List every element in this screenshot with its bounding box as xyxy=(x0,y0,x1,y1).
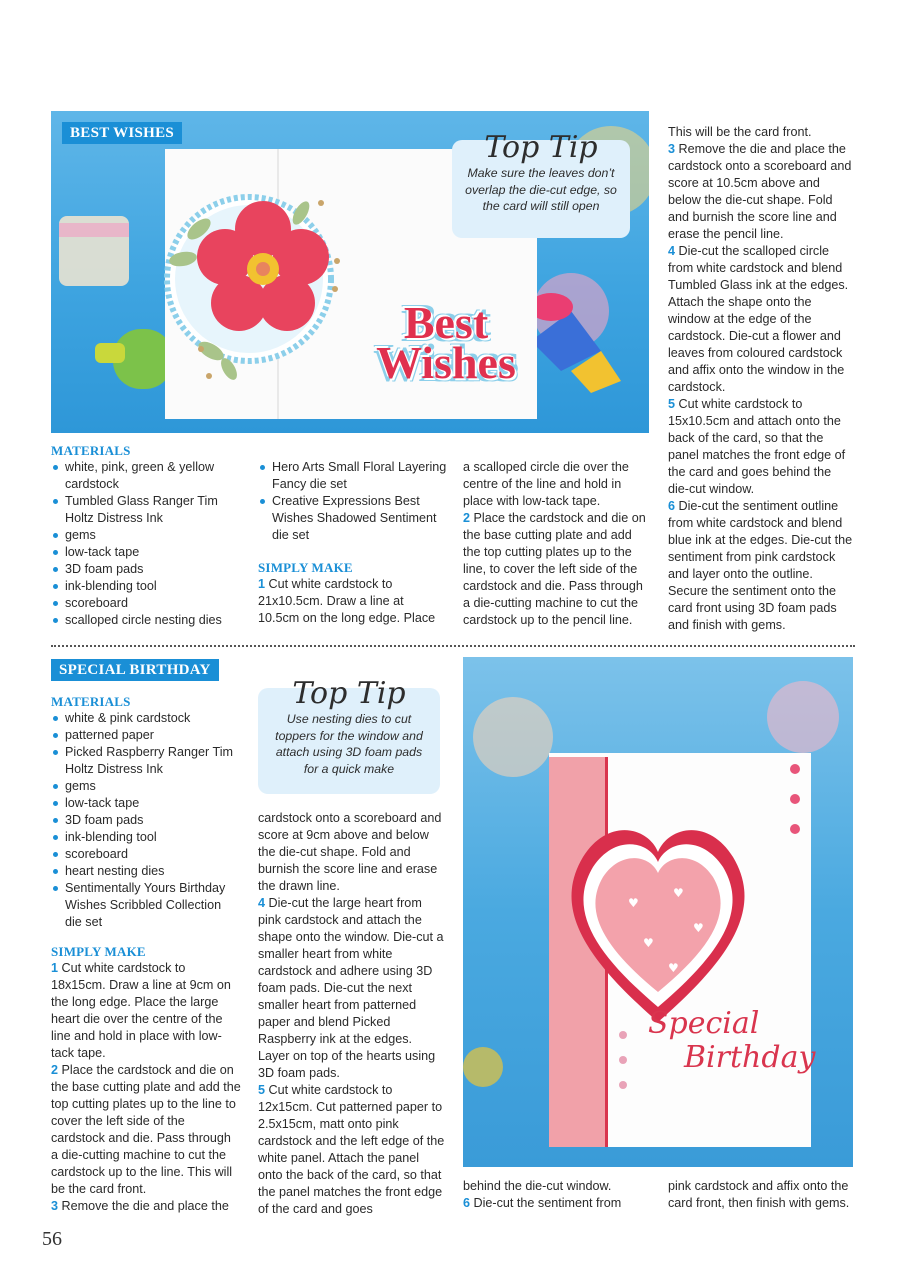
step-text: Remove the die and place the xyxy=(61,1199,229,1213)
list-item: low-tack tape xyxy=(51,544,241,561)
top-tip-title: Top Tip xyxy=(282,676,415,711)
step-2: 2 Place the cardstock and die on the base cutting plate and add the top cutting plates up to the line, to cover the left side of the cardstock and die. Pass through a die-cutting machine to cut the cardstock up to the pencil line. xyxy=(463,511,646,627)
list-item: scalloped circle nesting dies xyxy=(51,612,241,629)
sentiment-line-1: Best xyxy=(403,297,489,348)
sentiment-line-2: Birthday xyxy=(684,1040,816,1075)
section-banner-special-birthday: SPECIAL BIRTHDAY xyxy=(51,659,219,681)
step-text: Die-cut the sentiment outline from white cardstock and blend blue ink at the edges. Die-cut the sentiment from pink cardstock and layer onto the outline. Secure the sentiment onto the card front using 3D foam pads and finish with gems. xyxy=(668,499,853,632)
list-item: gems xyxy=(51,778,241,795)
page-number: 56 xyxy=(42,1228,62,1250)
s2-col1-steps xyxy=(51,960,241,1215)
top-tip-text: Make sure the leaves don’t overlap the die-cut edge, so the card will still open xyxy=(465,166,617,213)
materials-list-2 xyxy=(51,710,241,931)
step-3-tail: cardstock onto a scoreboard and score at 9cm above and below the die-cut shape. Fold and burnish the score line and erase the drawn line. xyxy=(258,811,442,893)
list-item: patterned paper xyxy=(51,727,241,744)
step-text: Cut white cardstock to 15x10.5cm and attach onto the back of the card, so that the panel matches the front edge of the card and goes behind the die-cut window. xyxy=(668,397,846,496)
step-text: Die-cut the large heart from pink cardstock and attach the shape onto the window. Die-cut a smaller heart from white cardstock and adhere using 3D foam pads. Die-cut the next smaller heart from patterned paper and blend Picked Raspberry ink at the edges. Layer on top of the hearts using 3D foam pads. xyxy=(258,896,444,1080)
step-1-tail: a scalloped circle die over the centre of the line and hold in place with low-tack tape. xyxy=(463,460,629,508)
materials-heading: MATERIALS xyxy=(51,443,131,458)
list-item: ink-blending tool xyxy=(51,578,241,595)
step-text: Die-cut the sentiment from xyxy=(473,1196,622,1210)
step-6-tail: pink cardstock and affix onto the card front, then finish with gems. xyxy=(668,1179,850,1210)
sentiment-line-2: Wishes xyxy=(376,337,516,388)
col3-steps xyxy=(463,459,651,629)
list-item: 3D foam pads xyxy=(51,561,241,578)
step-6: 6 Die-cut the sentiment outline from white cardstock and blend blue ink at the edges. Die-cut the sentiment from pink cardstock and layer onto the outline. Secure the sentiment onto the card front using 3D foam pads and finish with gems. xyxy=(668,499,853,632)
step-text: Cut white cardstock to 18x15cm. Draw a line at 9cm on the long edge. Place the large heart die over the centre of the line and hold in place with low-tack tape. xyxy=(51,961,231,1060)
step-text: Place the cardstock and die on the base cutting plate and add the top cutting plates up to the line, to cover the left side of the cardstock and die. Pass through a die-cutting machine to cut the cardstock up to the pencil line. xyxy=(463,511,646,627)
s2-col3-steps xyxy=(463,1178,653,1212)
col4-steps xyxy=(668,124,854,634)
list-item: Tumbled Glass Ranger Tim Holtz Distress Ink xyxy=(51,493,241,527)
special-birthday-photo xyxy=(463,657,853,1167)
step-4: 4 Die-cut the large heart from pink cardstock and attach the shape onto the window. Die-cut a smaller heart from white cardstock and adhere using 3D foam pads. Die-cut the next smaller heart from patterned paper and blend Picked Raspberry ink at the edges. Layer on top of the hearts using 3D foam pads. xyxy=(258,896,444,1080)
step-3: 3 Remove the die and place the cardstock onto a scoreboard and score at 10.5cm above and below the die-cut shape. Fold and burnish the score line and erase the pencil line. xyxy=(668,142,852,241)
top-tip-box-1 xyxy=(452,130,630,238)
materials-list-col1 xyxy=(51,459,241,629)
s2-col4-steps xyxy=(668,1178,854,1212)
materials-list-col2 xyxy=(258,459,448,544)
sentiment-line-1: Special xyxy=(648,1006,760,1041)
list-item: Sentimentally Yours Birthday Wishes Scribbled Collection die set xyxy=(51,880,241,931)
special-birthday-sentiment xyxy=(648,1007,818,1075)
s2-col2-steps xyxy=(258,810,446,1218)
list-item: white & pink cardstock xyxy=(51,710,241,727)
svg-text:♥: ♥ xyxy=(673,886,684,900)
best-wishes-sentiment xyxy=(351,297,541,388)
section-banner-best-wishes: BEST WISHES xyxy=(62,122,182,144)
svg-text:♥: ♥ xyxy=(628,896,639,910)
list-item: 3D foam pads xyxy=(51,812,241,829)
step-5: 5 Cut white cardstock to 15x10.5cm and attach onto the back of the card, so that the panel matches the front edge of the card and goes behind the die-cut window. xyxy=(668,397,846,496)
list-item: ink-blending tool xyxy=(51,829,241,846)
step-text: Die-cut the scalloped circle from white cardstock and blend Tumbled Glass ink at the edges. Attach the shape onto the window at the edge of the cardstock. Die-cut a flower and leaves from coloured cardstock and affix onto the window in the cardstock. xyxy=(668,244,849,394)
simply-make-heading: SIMPLY MAKE xyxy=(258,560,353,575)
step-text: Remove the die and place the cardstock onto a scoreboard and score at 10.5cm above and below the die-cut shape. Fold and burnish the score line and erase the pencil line. xyxy=(668,142,852,241)
list-item: scoreboard xyxy=(51,846,241,863)
svg-text:♥: ♥ xyxy=(643,936,654,950)
step-4: 4 Die-cut the scalloped circle from white cardstock and blend Tumbled Glass ink at the edges. Attach the shape onto the window at the edge of the cardstock. Die-cut a flower and leaves from coloured cardstock and affix onto the window in the cardstock. xyxy=(668,244,849,394)
list-item: Hero Arts Small Floral Layering Fancy die set xyxy=(258,459,448,493)
list-item: scoreboard xyxy=(51,595,241,612)
step-1-lead: 1 Cut white cardstock to 21x10.5cm. Draw a line at 10.5cm on the long edge. Place xyxy=(258,577,436,625)
top-tip-box-2 xyxy=(258,676,440,794)
simply-make-heading-2: SIMPLY MAKE xyxy=(51,944,146,959)
special-birthday-card-illustration xyxy=(463,657,853,1167)
step-5-tail: behind the die-cut window. xyxy=(463,1179,612,1193)
step-text: Cut white cardstock to 21x10.5cm. Draw a line at 10.5cm on the long edge. Place xyxy=(258,577,436,625)
step-text: Place the cardstock and die on the base cutting plate and add the top cutting plates up to the line to cover the left side of the cardstock and die. Pass through a die-cutting machine to cut the cardstock up to the line. This will be the card front. xyxy=(51,1063,241,1196)
svg-text:♥: ♥ xyxy=(668,961,679,975)
step-1: 1 Cut white cardstock to 18x15cm. Draw a line at 9cm on the long edge. Place the large heart die over the centre of the line and hold in place with low-tack tape. xyxy=(51,961,231,1060)
step-6: 6 Die-cut the sentiment from xyxy=(463,1196,622,1210)
list-item: white, pink, green & yellow cardstock xyxy=(51,459,241,493)
step-text: Cut white cardstock to 12x15cm. Cut patterned paper to 2.5x15cm, matt onto pink cardstock and the left edge of the white panel. Attach the panel onto the back of the card, so that the panel matches the front edge of the card and goes xyxy=(258,1083,445,1216)
top-tip-text: Use nesting dies to cut toppers for the window and attach using 3D foam pads for a quick make xyxy=(275,712,423,776)
materials-heading-2: MATERIALS xyxy=(51,694,131,709)
list-item: gems xyxy=(51,527,241,544)
top-tip-title: Top Tip xyxy=(474,130,607,165)
step-2-tail: This will be the card front. xyxy=(668,125,812,139)
section-divider xyxy=(51,645,855,647)
list-item: Picked Raspberry Ranger Tim Holtz Distress Ink xyxy=(51,744,241,778)
step-2: 2 Place the cardstock and die on the base cutting plate and add the top cutting plates up to the line to cover the left side of the cardstock and die. Pass through a die-cutting machine to cut the cardstock up to the line. This will be the card front. xyxy=(51,1063,241,1196)
step-3: 3 Remove the die and place the xyxy=(51,1199,229,1213)
list-item: Creative Expressions Best Wishes Shadowed Sentiment die set xyxy=(258,493,448,544)
svg-text:♥: ♥ xyxy=(693,921,704,935)
list-item: low-tack tape xyxy=(51,795,241,812)
list-item: heart nesting dies xyxy=(51,863,241,880)
step-5: 5 Cut white cardstock to 12x15cm. Cut patterned paper to 2.5x15cm, matt onto pink cardstock and the left edge of the white panel. Attach the panel onto the back of the card, so that the panel matches the front edge of the card and goes xyxy=(258,1083,445,1216)
